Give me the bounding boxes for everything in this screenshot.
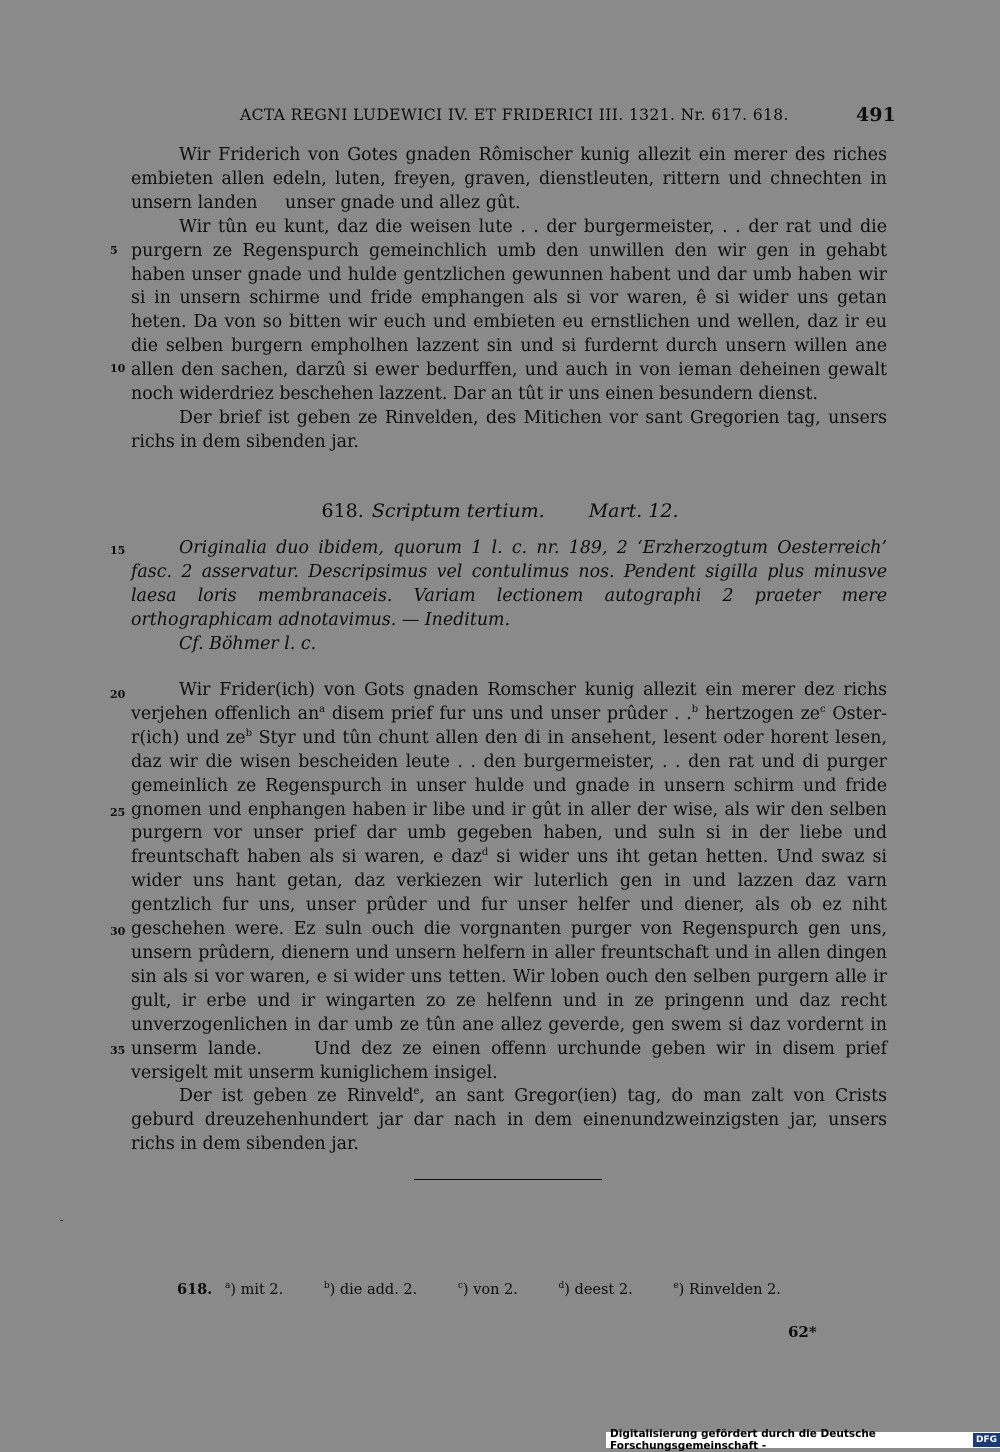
line-number-10: 10 bbox=[110, 362, 126, 375]
document-date: Mart. 12. bbox=[588, 500, 679, 522]
footnote-c: $^c$) von 2. bbox=[457, 1281, 518, 1298]
footnotes-document-number: 618. bbox=[177, 1281, 213, 1298]
footnote-e: $^e$) Rinvelden 2. bbox=[673, 1281, 781, 1298]
footnote-mark: e bbox=[413, 1086, 420, 1098]
footnote-mark: b bbox=[691, 704, 699, 716]
running-title: ACTA REGNI LUDEWICI IV. ET FRIDERICI III. 1321. Nr. 617. 618. bbox=[240, 106, 789, 124]
footnote-a: $^a$) mit 2. bbox=[224, 1281, 284, 1298]
digitization-banner bbox=[606, 1428, 1000, 1452]
cf-note: Cf. Böhmer l. c. bbox=[179, 633, 317, 654]
paragraph-body: Wir tûn eu kunt, daz die weisen lute . . der burgermeister, . . der rat und die purgern ze Regenspurch gemeinchlich umb den unwillen den wir gen in gehabt haben unser gnade und hulde gentzlichen gewunnen habent und dar umb haben wir si in unsern schirme und fride emphangen als si vor waren, ê si wider uns getan heten. Da von so bitten wir euch und embieten eu ernstlichen und wellen, daz ir eu die selben burgern empholhen lazzent sin und si furdernt durch unsern willen ane allen den sachen, darzû si ewer bedurffen, und auch in von ieman deheinen gewalt noch widerdriez beschehen lazzent. Dar an tût ir uns einen besundern dienst. bbox=[131, 216, 887, 405]
line-number-20: 20 bbox=[110, 688, 126, 701]
paragraph-dating: Der brief ist geben ze Rinvelden, des Mitichen vor sant Gregorien tag, unsers richs in dem sibenden jar. bbox=[131, 407, 887, 452]
line-number-35: 35 bbox=[110, 1044, 126, 1057]
footnote-b: $^b$) die add. 2. bbox=[323, 1281, 418, 1298]
printer-signature-mark: 62* bbox=[788, 1323, 817, 1341]
footnote-d: $^d$) deest 2. bbox=[558, 1281, 633, 1298]
document-618-text bbox=[131, 679, 893, 1157]
document-number: 618. bbox=[321, 500, 364, 522]
document-618-heading bbox=[0, 500, 1000, 522]
scan-speck bbox=[60, 1220, 63, 1221]
line-number-25: 25 bbox=[110, 806, 126, 819]
digitization-note: Digitalisierung gefördert durch die Deutsche Forschungsgemeinschaft - bbox=[610, 1428, 876, 1452]
document-title: Scriptum tertium. bbox=[371, 500, 545, 522]
footnote-mark: b bbox=[245, 728, 252, 740]
footnote-mark: a bbox=[319, 704, 326, 716]
editorial-note bbox=[131, 537, 887, 657]
line-number-30: 30 bbox=[110, 925, 126, 938]
line-number-15: 15 bbox=[110, 544, 126, 557]
paragraph-body: Wir Frider(ich) von Gots gnaden Romscher kunig allezit ein merer dez richs verjehen offenlich $an^a$ disem prief fur uns und unser prûder . .$^b$ hertzogen $ze^c$ Oster-r(ich) und $ze^b$ Styr und tûn chunt allen den di in ansehent, lesent oder horent lesen, daz wir die wisen bescheiden leute . . den burgermeister, . . den rat und di purger gemeinlich ze Regenspurch in unser hulde und gnade in unsern schirm und fride gnomen und enphangen haben ir libe und ir gût in aller der wise, als wir den selben purgern vor unser prief dar umb gegeben haben, und suln si in der liebe und freuntschaft haben als si waren, e daz$^d$ si wider uns iht getan hetten. Und swaz si wider uns hant getan, daz verkiezen wir luterlich gen in und lazzen daz varn gentzlich fur uns, unser prûder und fur unser helfer und diener, als ob ez niht geschehen were. Ez suln ouch die vorgnanten purger von Regenspurch gen uns, unsern prûdern, dienern und unsern helfern in aller freuntschaft und in allen dingen sin als si vor waren, e si wider uns tetten. Wir loben ouch den selben purgern alle ir gult, ir erbe und ir wingarten zo ze helfenn und in ze pringenn und daz recht unverzogenlichen in dar umb ze tûn ane allez geverde, gen swem si daz vordernt in unserm lande. Und dez ze einen offenn urchunde geben wir in disem prief versigelt mit unserm kuniglichem insigel. bbox=[131, 680, 893, 1083]
paragraph-intitulatio: Wir Friderich von Gotes gnaden Rômischer kunig allezit ein merer des riches embieten allen edeln, luten, freyen, graven, dienstleuten, rittern und chnechten in unsern landen unser gnade und allez gût. bbox=[131, 145, 915, 213]
footnotes bbox=[177, 1281, 817, 1298]
paragraph-dating: Der ist geben ze Rinveld$^e$, an sant Gregor(ien) tag, do man zalt von Crists geburd dreuzehenhundert jar dar nach in dem einenundzweinzigsten jar, unsers richs in dem sibenden jar. bbox=[131, 1086, 887, 1155]
source-note: Originalia duo ibidem, quorum 1 l. c. nr. 189, 2 ‘Erzherzogtum Oesterreich’ fasc. 2 asservatur. Descripsimus vel contulimus nos. Pendent sigilla plus minusve laesa loris membranaceis. Variam lectionem autographi 2 praeter mere orthographicam adnotavimus. — Ineditum. bbox=[131, 538, 887, 630]
line-number-5: 5 bbox=[110, 244, 118, 257]
dfg-logo: DFG bbox=[973, 1433, 1000, 1447]
section-end-rule bbox=[414, 1179, 602, 1180]
footnote-mark: d bbox=[481, 847, 489, 859]
footnote-mark: c bbox=[820, 704, 826, 716]
page-number: 491 bbox=[856, 104, 896, 126]
document-617 bbox=[131, 144, 915, 455]
